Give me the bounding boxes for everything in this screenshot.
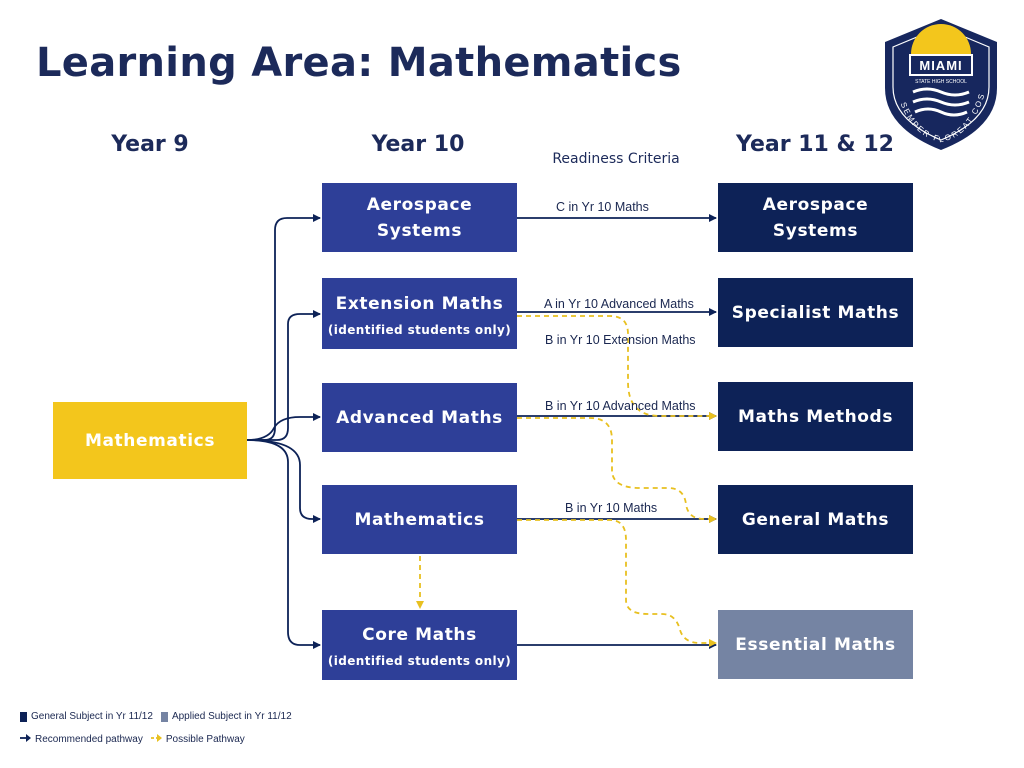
year9-mathematics-box — [53, 402, 247, 479]
year11-specialist-maths-box — [718, 278, 913, 347]
year11-maths-methods-box — [718, 382, 913, 451]
arrow-y9-to-advanced — [247, 417, 320, 440]
arrow-y9-to-aerospace — [247, 218, 320, 440]
criteria-specialist-extension: B in Yr 10 Extension Maths — [545, 333, 696, 347]
year9-mathematics-label: Mathematics — [84, 430, 216, 451]
legend-applied-label: Applied Subject in Yr 11/12 — [171, 711, 292, 722]
criteria-specialist-advanced: A in Yr 10 Advanced Maths — [544, 297, 694, 311]
readiness-criteria-heading: Readiness Criteria — [552, 151, 680, 167]
legend-general-label: General Subject in Yr 11/12 — [31, 711, 153, 722]
year10-extension-maths-label: Extension Maths — [335, 293, 504, 314]
year11-aerospace-systems-label: Aerospace Systems — [762, 194, 869, 241]
year10-extension-maths-box — [322, 278, 517, 349]
legend-recommended-label: Recommended pathway — [35, 734, 143, 745]
logo-name: MIAMI — [919, 58, 963, 73]
year11-general-maths-label: General Maths — [741, 509, 890, 530]
year10-mathematics-box — [322, 485, 517, 554]
year11-maths-methods-label: Maths Methods — [737, 406, 894, 427]
arrow-y9-to-extension — [247, 314, 320, 440]
arrow-y9-to-mathematics — [247, 440, 320, 519]
year11-essential-maths-label: Essential Maths — [735, 634, 896, 655]
applied-swatch-icon — [161, 712, 168, 722]
page-title: Learning Area: Mathematics — [36, 40, 682, 86]
possible-arrow-icon — [151, 733, 163, 746]
criteria-aerospace: C in Yr 10 Maths — [556, 200, 649, 214]
year10-advanced-maths-box — [322, 383, 517, 452]
general-swatch-icon — [20, 712, 27, 722]
year9-heading: Year 9 — [111, 132, 189, 157]
year10-core-maths-box — [322, 610, 517, 680]
recommended-arrow-icon — [20, 733, 32, 746]
possible-mathematics-to-essential — [517, 520, 716, 643]
legend-possible-label: Possible Pathway — [165, 734, 245, 745]
year10-core-maths-note: (identified students only) — [327, 654, 512, 668]
legend-pathways — [20, 733, 245, 746]
year11-essential-maths-box — [718, 610, 913, 679]
logo-motto: SEMPER FLOREAT COS — [898, 91, 987, 145]
legend-subject-types — [20, 711, 292, 722]
criteria-general: B in Yr 10 Maths — [565, 501, 658, 515]
year11-12-heading: Year 11 & 12 — [736, 132, 894, 157]
criteria-methods: B in Yr 10 Advanced Maths — [545, 399, 696, 413]
year10-mathematics-label: Mathematics — [354, 509, 485, 530]
year11-general-maths-box — [718, 485, 913, 554]
year10-aerospace-systems-box — [322, 183, 517, 252]
year10-extension-maths-note: (identified students only) — [327, 322, 512, 337]
year11-specialist-maths-label: Specialist Maths — [731, 302, 900, 323]
year10-core-maths-label: Core Maths — [362, 625, 477, 645]
arrow-y9-to-core — [247, 440, 320, 645]
year11-aerospace-systems-box — [718, 183, 913, 252]
year10-advanced-maths-label: Advanced Maths — [336, 407, 503, 428]
year10-aerospace-systems-label: Aerospace Systems — [366, 194, 473, 241]
year10-heading: Year 10 — [371, 132, 465, 157]
logo-school: STATE HIGH SCHOOL — [915, 79, 967, 85]
